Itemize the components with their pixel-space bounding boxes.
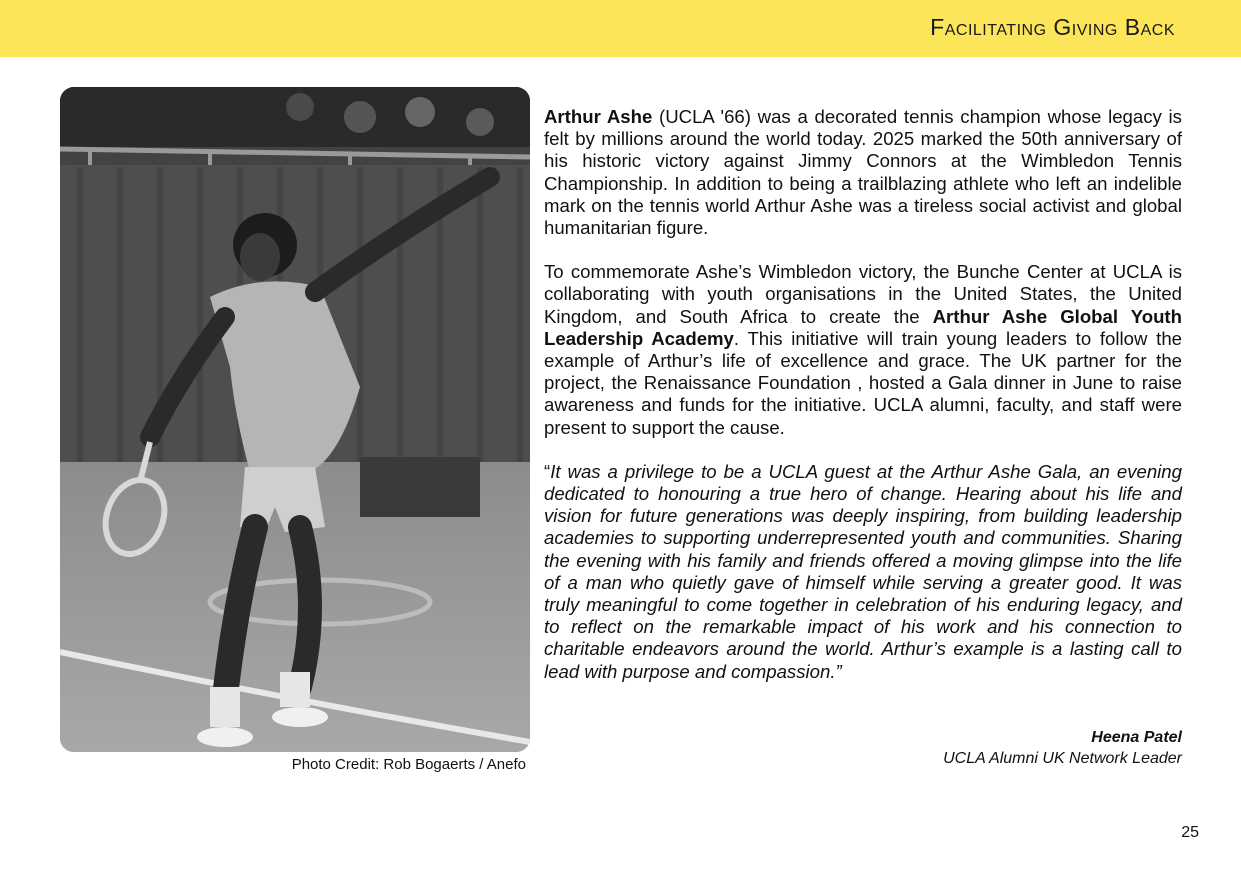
paragraph-academy-text-a: To commemorate Ashe’s Wimbledon victory, the Bunche Center at UCLA is collaborating with youth organisations in the United States, the United Kingdom, and South Africa to create the xyxy=(544,261,1182,327)
header-band xyxy=(0,0,1241,57)
page-title: Facilitating Giving Back xyxy=(930,14,1175,40)
paragraph-intro-text: (UCLA '66) was a decorated tennis champion whose legacy is felt by millions around the world today. 2025 marked the 50th anniversary of his historic victory against Jimmy Connors at the Wimbledon Tennis Championship. In addition to being a trailblazing athlete who left an indelible mark on the tennis world Arthur Ashe was a tireless social activist and global humanitarian figure. xyxy=(544,106,1182,239)
paragraph-academy xyxy=(544,261,1182,439)
paragraph-intro xyxy=(544,106,1182,239)
quote-attribution xyxy=(544,727,1182,769)
quote-open-mark: “ xyxy=(544,460,551,482)
attribution-role: UCLA Alumni UK Network Leader xyxy=(943,750,1182,767)
paragraph-academy-text-b: . This initiative will train young leaders to follow the example of Arthur’s life of excellence and grace. The UK partner for the project, the Renaissance Foundation , hosted a Gala dinner in June to raise awareness and funds for the initiative. UCLA alumni, faculty, and staff were present to support the cause. xyxy=(544,327,1182,438)
attribution-name: Heena Patel xyxy=(1091,729,1182,746)
testimonial-quote xyxy=(544,461,1182,683)
academy-name: Arthur Ashe Global Youth Leadership Academy xyxy=(544,305,1182,349)
page-number: 25 xyxy=(1181,824,1199,841)
name-arthur-ashe: Arthur Ashe xyxy=(544,106,653,127)
tennis-player-photo xyxy=(60,87,530,752)
quote-text: It was a privilege to be a UCLA guest at the Arthur Ashe Gala, an evening dedicated to honouring a true hero of change. Hearing about his life and vision for future generations was deeply inspiring, from building leadership academies to supporting underrepresented youth and communities. Sharing the evening with his family and friends offered a moving glimpse into the life of a man who quietly gave of himself while serving a greater good. It was truly meaningful to come together in celebration of his enduring legacy, and to reflect on the remarkable impact of his work and his connection to charitable endeavors around the world. Arthur’s example is a lasting call to lead with purpose and compassion.” xyxy=(544,460,1182,682)
photo-credit: Photo Credit: Rob Bogaerts / Anefo xyxy=(291,756,526,773)
article-body xyxy=(544,106,1182,705)
